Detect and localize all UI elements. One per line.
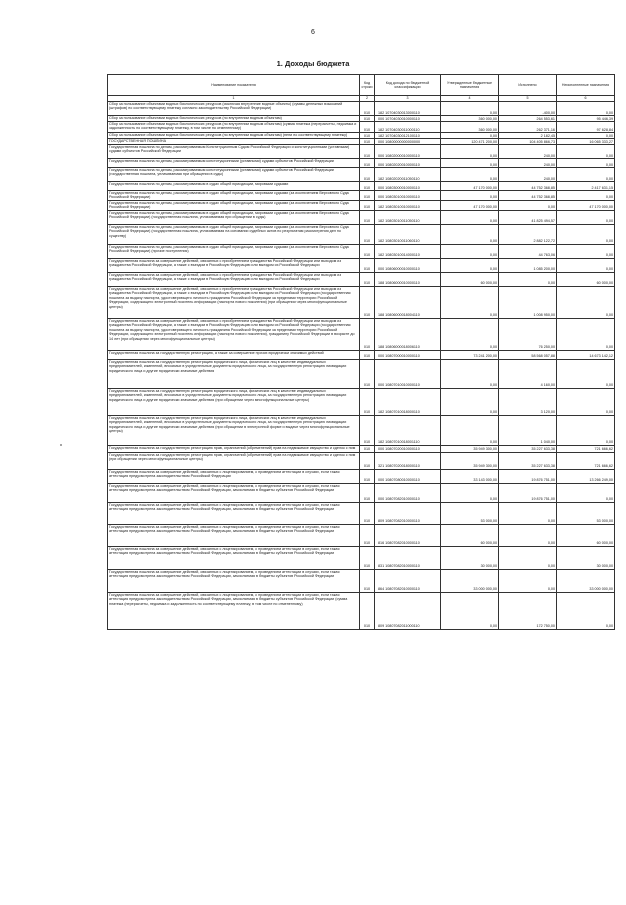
row-remaining-cell: 0,00 — [557, 191, 615, 201]
row-name-cell: Государственная пошлина за совершение действий, связанных с приобретением гражданства Российской Федерации или выходом из гражданства Российской Федерации, а также с въездом в Российскую Федерацию или выездом из Российской Федерации — [108, 272, 360, 286]
row-income-code-cell: 182 10807010018000110 — [375, 388, 441, 415]
row-name-cell: Государственная пошлина за совершение действий, связанных с лицензированием, с проведением аттестации в случаях, если такая аттестация предусмотрена законодательством Российской Федерации, зачисляемая в бюджеты субъектов Российской Федерации — [108, 483, 360, 502]
row-executed-cell: 1 085 200,00 — [499, 258, 557, 272]
row-name-cell: Государственная пошлина за государственную регистрацию прав, ограничений (обременений) прав на недвижимое имущество и сделок с ним (при обращении через многофункциональные центры) — [108, 452, 360, 469]
row-income-code-cell: 188 10806000018004110 — [375, 286, 441, 318]
row-approved-cell: 33 000 000,00 — [441, 569, 499, 592]
row-line-code-cell: 010 — [360, 502, 375, 524]
row-income-code-cell: 182 10802020011050110 — [375, 168, 441, 182]
row-approved-cell: 0,00 — [441, 133, 499, 139]
row-remaining-cell: 721 666,62 — [557, 445, 615, 452]
row-approved-cell: 0,00 — [441, 592, 499, 629]
table-row — [108, 452, 615, 469]
table-row — [108, 145, 615, 159]
row-name-cell: Государственная пошлина по делам, рассматриваемым в судах общей юрисдикции, мировыми судьями (за исключением Верховного Суда Российской Федерации) — [108, 191, 360, 201]
row-income-code-cell: 000 10803010010000110 — [375, 191, 441, 201]
row-remaining-cell: 60 000,00 — [557, 272, 615, 286]
row-name-cell: Государственная пошлина за государственную регистрацию юридического лица, физических лиц в качестве индивидуальных предпринимателей, изменений, вносимых в учредительные документы юридического лица, за государственную регистрацию ликвидации юридического лица и другие юридически значимые действия (при обращении через многофункциональные центры) — [108, 388, 360, 415]
row-executed-cell: 0,00 — [499, 524, 557, 546]
row-remaining-cell: 0,00 — [557, 210, 615, 224]
row-name-cell: Государственная пошлина по делам, рассматриваемым в судах общей юрисдикции, мировыми судьями (за исключением Верховного Суда Российской Федерации) (прочие поступления) — [108, 244, 360, 258]
row-income-code-cell: 000 10806000010000110 — [375, 258, 441, 272]
row-name-cell: Государственная пошлина за совершение действий, связанных с лицензированием, с проведением аттестации в случаях, если такая аттестация предусмотрена законодательством Российской Федерации — [108, 469, 360, 483]
row-remaining-cell: 0,00 — [557, 224, 615, 244]
table-row — [108, 224, 615, 244]
row-remaining-cell: 0,00 — [557, 483, 615, 502]
row-remaining-cell: 0,00 — [557, 359, 615, 388]
row-line-code-cell: 010 — [360, 168, 375, 182]
row-approved-cell: 0,00 — [441, 388, 499, 415]
table-row — [108, 388, 615, 415]
row-executed-cell: 240,00 — [499, 168, 557, 182]
row-income-code-cell: 000 10807080010000110 — [375, 469, 441, 483]
row-name-cell: Государственная пошлина по делам, рассматриваемым конституционными (уставными) судами субъектов Российской Федерации — [108, 159, 360, 168]
column-number: 2 — [360, 96, 375, 102]
row-executed-cell: -400,00 — [499, 102, 557, 116]
row-income-code-cell: 182 10803010014000110 — [375, 244, 441, 258]
row-approved-cell: 0,00 — [441, 210, 499, 224]
row-line-code-cell: 010 — [360, 272, 375, 286]
row-executed-cell: 0,00 — [499, 502, 557, 524]
row-approved-cell: 360 000,00 — [441, 122, 499, 133]
row-executed-cell: 58 568 057,88 — [499, 350, 557, 359]
table-row — [108, 359, 615, 388]
row-line-code-cell: 010 — [360, 133, 375, 139]
row-line-code-cell: 010 — [360, 286, 375, 318]
table-row — [108, 210, 615, 224]
row-approved-cell: 0,00 — [441, 318, 499, 350]
row-line-code-cell: 010 — [360, 244, 375, 258]
row-executed-cell: 44 752 368,85 — [499, 191, 557, 201]
row-remaining-cell: 0,00 — [557, 102, 615, 116]
row-line-code-cell: 010 — [360, 200, 375, 210]
row-line-code-cell: 010 — [360, 258, 375, 272]
row-income-code-cell: 831 10807082010000110 — [375, 546, 441, 569]
row-name-cell: Государственная пошлина за совершение действий, связанных с лицензированием, с проведением аттестации в случаях, если такая аттестация предусмотрена законодательством Российской Федерации, зачисляемая в бюджеты субъектов Российской Федерации (сумма платежа (перерасчеты, недоимка и задолженность по соответствующему платежу, в том числе по отмененному) — [108, 592, 360, 629]
row-executed-cell: 0,00 — [499, 569, 557, 592]
table-row — [108, 445, 615, 452]
row-approved-cell: 0,00 — [441, 102, 499, 116]
row-remaining-cell: 2 417 631,15 — [557, 182, 615, 191]
row-name-cell: Государственная пошлина по делам, рассматриваемым в судах общей юрисдикции, мировыми судьями — [108, 182, 360, 191]
row-remaining-cell: 95 446,39 — [557, 116, 615, 122]
row-executed-cell: 44 752 368,85 — [499, 182, 557, 191]
row-income-code-cell: 000 10800000000000000 — [375, 139, 441, 145]
row-remaining-cell: 60 000,00 — [557, 524, 615, 546]
header-indicator-name: Наименование показателя — [108, 75, 360, 96]
row-line-code-cell: 010 — [360, 483, 375, 502]
row-income-code-cell: 864 10807082010000110 — [375, 569, 441, 592]
row-line-code-cell: 010 — [360, 191, 375, 201]
row-remaining-cell: 721 666,62 — [557, 452, 615, 469]
row-executed-cell: 76 250,00 — [499, 318, 557, 350]
row-income-code-cell: 182 10803010011060110 — [375, 224, 441, 244]
table-row — [108, 483, 615, 502]
scan-speck — [60, 444, 62, 446]
row-approved-cell: 73 241 200,00 — [441, 350, 499, 359]
row-line-code-cell: 010 — [360, 159, 375, 168]
header-row — [108, 75, 615, 96]
row-remaining-cell: 33 000 000,00 — [557, 569, 615, 592]
table-row — [108, 286, 615, 318]
row-approved-cell: 0,00 — [441, 168, 499, 182]
row-executed-cell: 262 371,16 — [499, 122, 557, 133]
table-row — [108, 159, 615, 168]
row-name-cell: Государственная пошлина по делам, рассматриваемым в судах общей юрисдикции, мировыми судьями (за исключением Верховного Суда Российской Федерации) (государственная пошлина, уплачиваемая при обращении в суды) — [108, 210, 360, 224]
row-remaining-cell: 47 170 000,00 — [557, 200, 615, 210]
row-name-cell: Государственная пошлина за совершение действий, связанных с приобретением гражданства Российской Федерации или выходом из гражданства Российской Федерации, а также с въездом в Российскую Федерацию или выездом из Российской Федерации (государственная пошлина за выдачу паспорта, удостоверяющего личность гражданина Российской Федерации за пределами территории Российской Федерации, содержащего электронный носитель информации (паспорта нового поколения), гражданину Российской Федерации в возрасте до 14 лет (при обращении через многофункциональные центры) — [108, 318, 360, 350]
row-approved-cell: 35 949 300,00 — [441, 452, 499, 469]
row-name-cell: Государственная пошлина за совершение действий, связанных с приобретением гражданства Российской Федерации или выходом из гражданства Российской Федерации, а также с въездом в Российскую Федерацию или выездом из Российской Федерации — [108, 258, 360, 272]
row-remaining-cell: 0,00 — [557, 145, 615, 159]
row-executed-cell: 35 227 633,38 — [499, 452, 557, 469]
row-line-code-cell: 010 — [360, 182, 375, 191]
column-number: 6 — [557, 96, 615, 102]
row-income-code-cell: 816 10807082010000110 — [375, 524, 441, 546]
table-row — [108, 168, 615, 182]
row-executed-cell: 41 825 494,57 — [499, 210, 557, 224]
row-remaining-cell: 0,00 — [557, 244, 615, 258]
row-line-code-cell: 010 — [360, 452, 375, 469]
row-line-code-cell: 010 — [360, 122, 375, 133]
row-approved-cell: 47 170 000,00 — [441, 182, 499, 191]
section-title: 1. Доходы бюджета — [276, 59, 350, 68]
row-approved-cell: 360 000,00 — [441, 116, 499, 122]
row-remaining-cell: 0,00 — [557, 133, 615, 139]
row-name-cell: Сбор за пользование объектами водных биологических ресурсов (по внутренним водным объектам) — [108, 116, 360, 122]
header-line-code: Код строки — [360, 75, 375, 96]
row-executed-cell: 35 227 633,38 — [499, 445, 557, 452]
row-executed-cell: 172 750,00 — [499, 592, 557, 629]
table-body — [108, 102, 615, 630]
row-name-cell: Государственная пошлина по делам, рассматриваемым в судах общей юрисдикции, мировыми судьями (за исключением Верховного Суда Российской Федерации) — [108, 200, 360, 210]
row-remaining-cell: 53 000,00 — [557, 502, 615, 524]
row-line-code-cell: 010 — [360, 224, 375, 244]
row-executed-cell: 104 405 866,73 — [499, 139, 557, 145]
row-remaining-cell: 0,00 — [557, 168, 615, 182]
row-income-code-cell: 188 10806000010000110 — [375, 272, 441, 286]
row-name-cell: Государственная пошлина за совершение действий, связанных с лицензированием, с проведением аттестации в случаях, если такая аттестация предусмотрена законодательством Российской Федерации, зачисляемая в бюджеты субъектов Российской Федерации — [108, 569, 360, 592]
row-executed-cell: 240,00 — [499, 145, 557, 159]
row-income-code-cell: 000 10803000010000110 — [375, 182, 441, 191]
row-line-code-cell: 010 — [360, 350, 375, 359]
page-number: 6 — [311, 29, 315, 36]
row-approved-cell: 0,00 — [441, 359, 499, 388]
row-line-code-cell: 010 — [360, 592, 375, 629]
row-name-cell: Государственная пошлина за государственную регистрацию, а также за совершение прочих юридически значимых действий — [108, 350, 360, 359]
header-income-code: Код дохода по бюджетной классификации — [375, 75, 441, 96]
row-remaining-cell: 14 673 142,12 — [557, 350, 615, 359]
row-approved-cell: 30 000,00 — [441, 546, 499, 569]
table-row — [108, 502, 615, 524]
row-approved-cell: 0,00 — [441, 191, 499, 201]
row-line-code-cell: 010 — [360, 318, 375, 350]
row-executed-cell: 4 160,00 — [499, 359, 557, 388]
column-number: 3 — [375, 96, 441, 102]
header-remaining: Неисполненные назначения — [557, 75, 615, 96]
table-row — [108, 524, 615, 546]
table-row — [108, 102, 615, 116]
row-executed-cell: 240,00 — [499, 159, 557, 168]
row-approved-cell: 0,00 — [441, 159, 499, 168]
row-remaining-cell: 0,00 — [557, 592, 615, 629]
row-remaining-cell: 16 065 333,27 — [557, 139, 615, 145]
header-approved: Утвержденные бюджетные назначения — [441, 75, 499, 96]
column-number: 5 — [499, 96, 557, 102]
row-name-cell: Государственная пошлина по делам, рассматриваемым в судах общей юрисдикции, мировыми судьями (за исключением Верховного Суда Российской Федерации) (государственная пошлина, уплачиваемая на основании судебных актов по результатам рассмотрения дел по существу) — [108, 224, 360, 244]
row-remaining-cell: 13 266 249,00 — [557, 469, 615, 483]
table-row — [108, 569, 615, 592]
row-line-code-cell: 010 — [360, 388, 375, 415]
row-name-cell: Государственная пошлина за совершение действий, связанных с лицензированием, с проведением аттестации в случаях, если такая аттестация предусмотрена законодательством Российской Федерации, зачисляемая в бюджеты субъектов Российской Федерации — [108, 546, 360, 569]
row-approved-cell: 0,00 — [441, 145, 499, 159]
row-executed-cell: 19 876 751,00 — [499, 469, 557, 483]
row-line-code-cell: 010 — [360, 569, 375, 592]
row-income-code-cell: 000 10802020010000110 — [375, 159, 441, 168]
table-row — [108, 546, 615, 569]
row-remaining-cell: 30 000,00 — [557, 546, 615, 569]
row-income-code-cell: 321 10807020018000110 — [375, 452, 441, 469]
row-income-code-cell: 000 10807010010000110 — [375, 359, 441, 388]
row-income-code-cell: 809 10807082010000110 — [375, 502, 441, 524]
row-line-code-cell: 010 — [360, 102, 375, 116]
column-number: 1 — [108, 96, 360, 102]
row-income-code-cell: 000 10704030010000110 — [375, 116, 441, 122]
table-row — [108, 244, 615, 258]
row-approved-cell: 0,00 — [441, 244, 499, 258]
row-line-code-cell: 010 — [360, 145, 375, 159]
table-row — [108, 469, 615, 483]
row-income-code-cell: 182 10704030011000110 — [375, 122, 441, 133]
row-approved-cell: 53 000,00 — [441, 502, 499, 524]
row-approved-cell: 0,00 — [441, 483, 499, 502]
table-row — [108, 415, 615, 445]
row-executed-cell: 264 553,61 — [499, 116, 557, 122]
row-approved-cell: 47 170 000,00 — [441, 200, 499, 210]
row-executed-cell: 19 876 751,00 — [499, 483, 557, 502]
row-name-cell: Сбор за пользование объектами водных биологических ресурсов (исключая внутренние водные объекты) (суммы денежных взысканий (штрафов) по соответствующему платежу согласно законодательству Российской Федерации) — [108, 102, 360, 116]
row-remaining-cell: 0,00 — [557, 415, 615, 445]
row-income-code-cell: 182 10704030013000110 — [375, 102, 441, 116]
row-name-cell: Государственная пошлина за государственную регистрацию юридического лица, физических лиц в качестве индивидуальных предпринимателей, изменений, вносимых в учредительные документы юридического лица, за государственную регистрацию ликвидации юридического лица и другие юридически значимые действия (при обращении в электронной форме и выдаче через многофункциональные центры) — [108, 415, 360, 445]
row-line-code-cell: 010 — [360, 415, 375, 445]
table-row — [108, 318, 615, 350]
row-approved-cell: 0,00 — [441, 224, 499, 244]
row-line-code-cell: 010 — [360, 210, 375, 224]
row-executed-cell: 2 882 122,72 — [499, 224, 557, 244]
table-row — [108, 122, 615, 133]
table-row — [108, 258, 615, 272]
row-executed-cell: 1 040,00 — [499, 415, 557, 445]
row-name-cell: Государственная пошлина за государственную регистрацию юридического лица, физических лиц в качестве индивидуальных предпринимателей, изменений, вносимых в учредительные документы юридического лица, за государственную регистрацию ликвидации юридического лица и другие юридически значимые действия — [108, 359, 360, 388]
row-income-code-cell: 000 10802000010000110 — [375, 145, 441, 159]
row-income-code-cell: 182 10807010018001110 — [375, 415, 441, 445]
row-line-code-cell: 010 — [360, 469, 375, 483]
row-income-code-cell: 809 10807082011000110 — [375, 592, 441, 629]
row-approved-cell: 0,00 — [441, 415, 499, 445]
row-remaining-cell: 0,00 — [557, 286, 615, 318]
row-name-cell: Государственная пошлина за государственную регистрацию прав, ограничений (обременений) прав на недвижимое имущество и сделок с ним — [108, 445, 360, 452]
table-row — [108, 200, 615, 210]
row-remaining-cell: 0,00 — [557, 388, 615, 415]
header-executed: Исполнено — [499, 75, 557, 96]
row-income-code-cell: 000 10807000010000110 — [375, 350, 441, 359]
row-income-code-cell: 182 10803010011050110 — [375, 210, 441, 224]
row-name-cell: Сбор за пользование объектами водных биологических ресурсов (по внутренним водным объектам) (сумма платежа (перерасчеты, недоимка и задолженность по соответствующему платежу, в том числе по отмененному) — [108, 122, 360, 133]
row-income-code-cell: 000 10807020010000110 — [375, 445, 441, 452]
row-executed-cell: 0,00 — [499, 546, 557, 569]
row-approved-cell: 33 143 000,00 — [441, 469, 499, 483]
row-line-code-cell: 010 — [360, 445, 375, 452]
row-executed-cell: 3 120,00 — [499, 388, 557, 415]
row-line-code-cell: 010 — [360, 546, 375, 569]
row-approved-cell: 120 471 200,00 — [441, 139, 499, 145]
row-remaining-cell: 0,00 — [557, 159, 615, 168]
row-line-code-cell: 010 — [360, 139, 375, 145]
table-row — [108, 272, 615, 286]
row-executed-cell: 44 763,06 — [499, 244, 557, 258]
row-income-code-cell: 000 10807082010000110 — [375, 483, 441, 502]
table-row — [108, 191, 615, 201]
row-remaining-cell: 97 628,84 — [557, 122, 615, 133]
row-executed-cell: 2 182,45 — [499, 133, 557, 139]
row-name-cell: Сбор за пользование объектами водных биологических ресурсов (по внутренним водным объектам) (пени по соответствующему платежу) — [108, 133, 360, 139]
row-approved-cell: 60 000,00 — [441, 524, 499, 546]
row-executed-cell: 0,00 — [499, 200, 557, 210]
row-remaining-cell: 0,00 — [557, 258, 615, 272]
row-approved-cell: 0,00 — [441, 258, 499, 272]
row-approved-cell: 35 949 300,00 — [441, 445, 499, 452]
row-income-code-cell: 188 10806000018006110 — [375, 318, 441, 350]
row-line-code-cell: 010 — [360, 524, 375, 546]
row-remaining-cell: 0,00 — [557, 318, 615, 350]
row-approved-cell: 0,00 — [441, 286, 499, 318]
row-name-cell: Государственная пошлина за совершение действий, связанных с лицензированием, с проведением аттестации в случаях, если такая аттестация предусмотрена законодательством Российской Федерации, зачисляемая в бюджеты субъектов Российской Федерации — [108, 524, 360, 546]
row-line-code-cell: 010 — [360, 116, 375, 122]
row-income-code-cell: 182 10704030012100110 — [375, 133, 441, 139]
row-executed-cell: 0,00 — [499, 272, 557, 286]
table-row — [108, 182, 615, 191]
row-name-cell: Государственная пошлина за совершение действий, связанных с приобретением гражданства Российской Федерации или выходом из гражданства Российской Федерации, а также с въездом в Российскую Федерацию или выездом из Российской Федерации (государственная пошлина за выдачу паспорта, удостоверяющего личность гражданина Российской Федерации за пределами территории Российской Федерации, содержащего электронный носитель информации (паспорта нового поколения) (при обращении через многофункциональные центры) — [108, 286, 360, 318]
row-name-cell: ГОСУДАРСТВЕННАЯ ПОШЛИНА — [108, 139, 360, 145]
budget-income-table — [107, 74, 615, 630]
table-row — [108, 350, 615, 359]
row-name-cell: Государственная пошлина за совершение действий, связанных с лицензированием, с проведением аттестации в случаях, если такая аттестация предусмотрена законодательством Российской Федерации, зачисляемая в бюджеты субъектов Российской Федерации — [108, 502, 360, 524]
row-name-cell: Государственная пошлина по делам, рассматриваемым конституционными (уставными) судами субъектов Российской Федерации (государственная пошлина, уплачиваемая при обращении в суды) — [108, 168, 360, 182]
row-approved-cell: 60 000,00 — [441, 272, 499, 286]
row-line-code-cell: 010 — [360, 359, 375, 388]
table-row — [108, 592, 615, 629]
row-name-cell: Государственная пошлина по делам, рассматриваемым Конституционным Судом Российской Федерации и конституционными (уставными) судами субъектов Российской Федерации — [108, 145, 360, 159]
row-executed-cell: 1 008 950,00 — [499, 286, 557, 318]
column-number: 4 — [441, 96, 499, 102]
row-income-code-cell: 182 10803010010000110 — [375, 200, 441, 210]
